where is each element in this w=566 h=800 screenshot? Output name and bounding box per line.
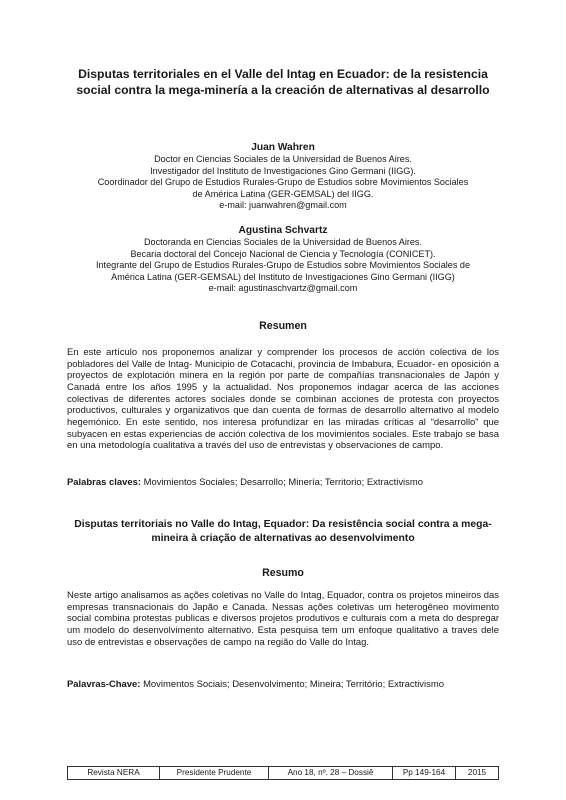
keywords-list: Movimientos Sociales; Desarrollo; Minería; Territorio; Extractivismo — [140, 477, 423, 488]
footer-year: 2015 — [455, 767, 498, 779]
author-affiliation: Doctor en Ciencias Sociales de la Universidad de Buenos Aires. — [154, 154, 412, 164]
author-affiliation: Coordinador del Grupo de Estudios Rurales-Grupo de Estudios sobre Movimientos Sociales — [97, 177, 469, 188]
author-block-1 — [60, 141, 506, 212]
keywords-list: Movimentos Sociais; Desenvolvimento; Mineira; Território; Extractivismo — [140, 679, 444, 690]
author-affiliation: Doctoranda en Ciencias Sociales de la Universidad de Buenos Aires. — [143, 237, 423, 247]
footer-city: Presidente Prudente — [159, 767, 268, 779]
resumen-heading: Resumen — [259, 320, 307, 332]
footer-pages: Pp 149-164 — [392, 767, 455, 779]
author-affiliation: América Latina (GER-GEMSAL) del Instituto de Investigaciones Gino Germani (IIGG) — [111, 271, 455, 282]
author-name: Agustina Schvartz — [238, 225, 328, 236]
author-block-2 — [60, 224, 506, 295]
article-title: Disputas territoriales en el Valle del Intag en Ecuador: de la resistencia social contra la mega-minería a la creación de alternativas al desarrollo — [76, 67, 490, 97]
footer-journal: Revista NERA — [87, 768, 140, 777]
resumo-text: Neste artigo analisamos as ações coletivas no Valle do Intag, Equador, contra os projetos mineiros das empresas transnacionais do Japão e Canada. Nessas ações coletivas um heterogêneo movimento social combina protestas publicas e diversos projetos produtivos e culturais com a meta do despregar um modelo do desenvolvimento alternativo. Esta pesquisa tem um enfoque qualitativo a traves dele uso de entrevistas e observações de campo na região do Valle do Intag. — [67, 590, 499, 648]
portuguese-title: Disputas territoriais no Valle do Intag, Equador: Da resistência social contra a mega-mineira à criação de alternativas ao desenvolvimento — [74, 519, 492, 544]
author-name: Juan Wahren — [251, 142, 315, 153]
author-email[interactable]: e-mail: agustinaschvartz@gmail.com — [208, 283, 358, 294]
author-affiliation: Integrante del Grupo de Estudios Rurales-Grupo de Estudios sobre Movimientos Sociales de — [95, 260, 471, 271]
keywords-label: Palabras claves: — [67, 477, 141, 488]
resumo-heading: Resumo — [262, 567, 304, 579]
author-email[interactable]: e-mail: juanwahren@gmail.com — [219, 200, 347, 211]
journal-footer — [67, 766, 499, 780]
resumen-text: En este artículo nos proponemos analizar y comprender los procesos de acción colectiva de los pobladores del Valle de Intag- Municipio de Cotacachi, provincia de Imbabura, Ecuador- en oposición a proyectos de explotación minera en la región por parte de compañías transnacionales de Japón y Canadá entre los años 1995 y la actualidad. Nos proponemos indagar acerca de las acciones colectivas de diferentes actores sociales donde se combinan acciones de protesta con proyectos productivos, culturales y organizativos que dan cuenta de formas de desarrollo alternativo al modelo hegemónico. En este sentido, nos interesa profundizar en las miradas críticas al “desarrollo” que subyacen en estas experiencias de acción colectiva de los movimientos sociales. Este trabajo se basa en una metodología cualitativa a través del uso de entrevistas y observaciones de campo. — [67, 347, 499, 452]
keywords-label: Palavras-Chave: — [67, 679, 141, 690]
author-affiliation: de América Latina (GER-GEMSAL) del IIGG. — [192, 188, 374, 199]
author-affiliation: Investigador del Instituto de Investigaciones Gino Germani (IIGG). — [150, 165, 416, 176]
footer-issue: Ano 18, nº. 28 – Dossiê — [268, 767, 392, 779]
palabras-claves — [67, 477, 499, 489]
palavras-chave — [67, 679, 499, 691]
author-affiliation: Becaria doctoral del Concejo Nacional de Ciencia y Tecnología (CONICET). — [130, 248, 436, 259]
